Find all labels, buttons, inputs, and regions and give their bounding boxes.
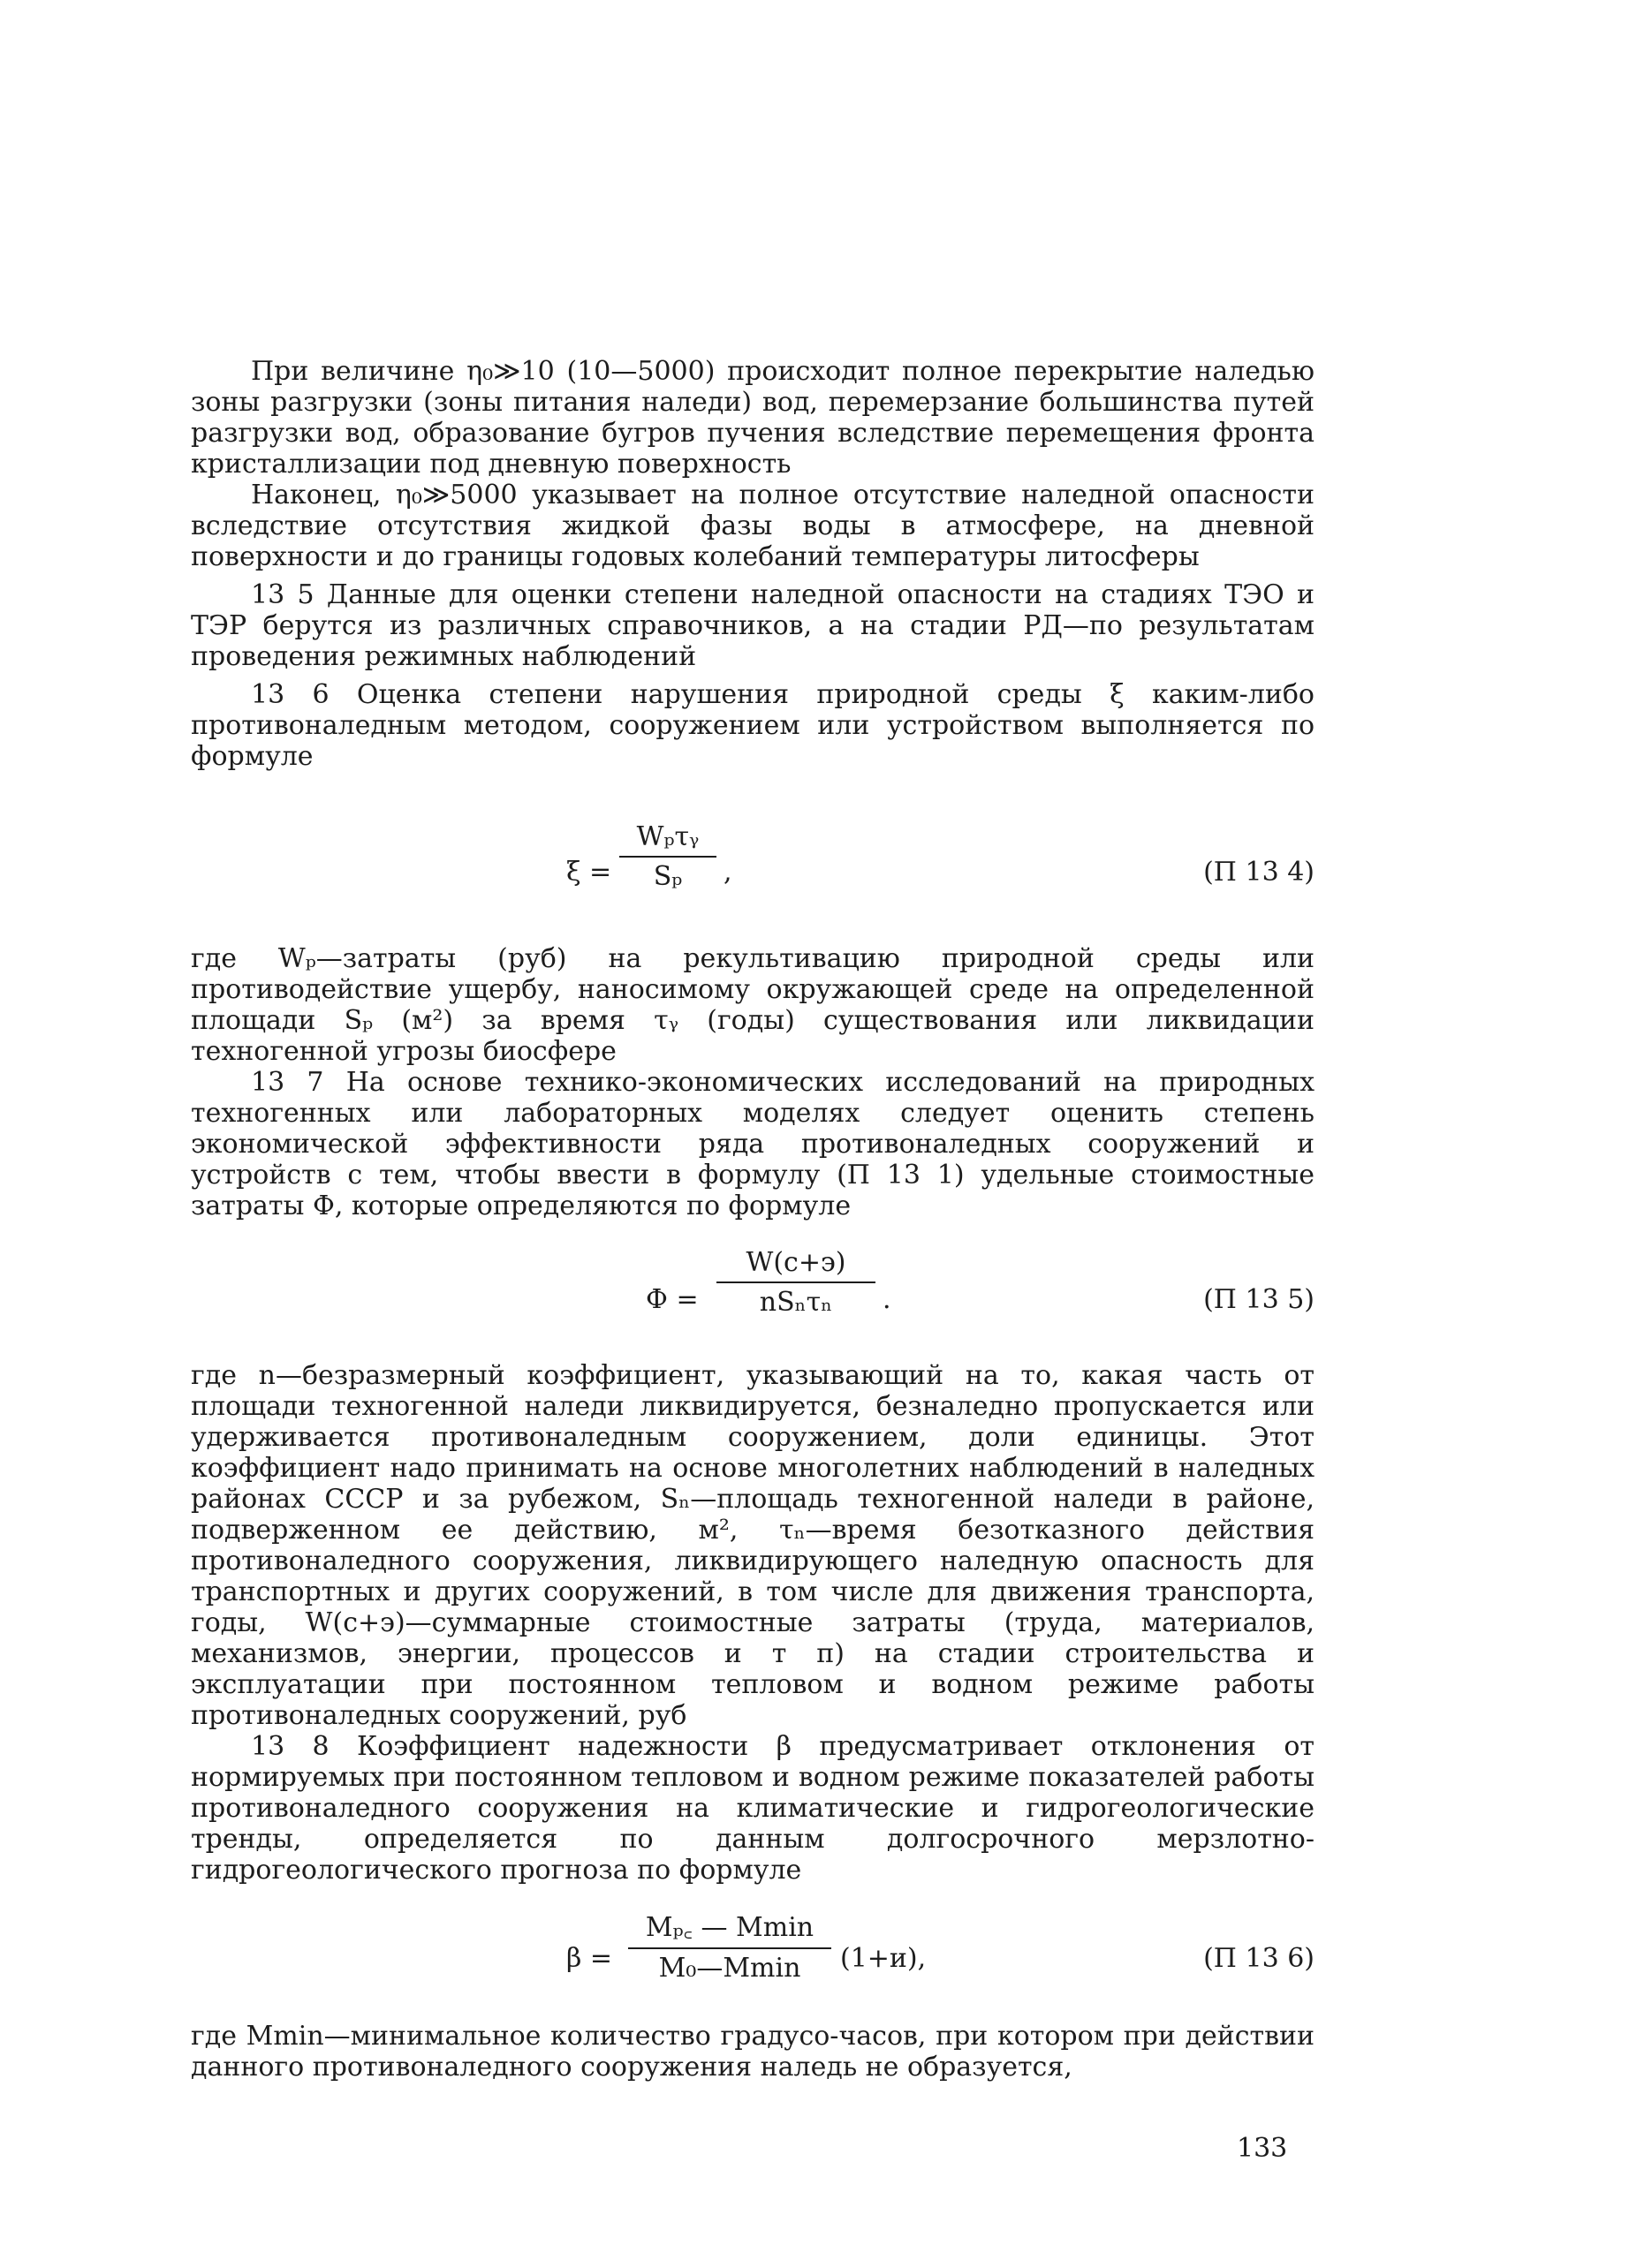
- page-number: 133: [1237, 2133, 1288, 2164]
- formula-label: (П 13 5): [1203, 1284, 1315, 1315]
- text-section-top: [191, 356, 1315, 772]
- text-section-bottom: [191, 2021, 1315, 2083]
- formula-label: (П 13 6): [1203, 1943, 1315, 1974]
- formula-fraction: [628, 1908, 831, 1984]
- formula-lhs: ξ =: [566, 857, 612, 888]
- formula-denominator: nSₙτₙ: [759, 1287, 833, 1318]
- formula-tail: ,: [724, 857, 732, 888]
- formula-label: (П 13 4): [1203, 857, 1315, 888]
- formula-fraction: [716, 1247, 875, 1318]
- fraction-bar: [619, 856, 716, 858]
- formula-denominator: Sₚ: [653, 861, 683, 892]
- fraction-bar: [716, 1281, 875, 1283]
- paragraph-13-8: 13 8 Коэффициент надежности β предусматривает отклонения от нормируемых при постоянном тепловом и водном режиме показателей работы противоналедного сооружения на климатические и гидрогеологические тренды, определяется по данным долгосрочного мерзлотно-гидрогеологического прогноза по формуле: [191, 1731, 1315, 1886]
- text-section-mid: [191, 943, 1315, 1221]
- paragraph-n-definition: где n—безразмерный коэффициент, указывающий на то, какая часть от площади техногенной наледи ликвидируется, безналедно пропускается или удерживается противоналедным сооружением, доли единицы. Этот коэффициент надо принимать на основе многолетних наблюдений в наледных районах СССР и за рубежом, Sₙ—площадь техногенной наледи в районе, подверженном ее действию, м², τₙ—время безотказного действия противоналедного сооружения, ликвидирующего наледную опасность для транспортных и других сооружений, в том числе для движения транспорта, годы, W(с+э)—суммарные стоимостные затраты (труда, материалов, механизмов, энергии, процессов и т п) на стадии строительства и эксплуатации при постоянном тепловом и водном режиме работы противоналедных сооружений, руб: [191, 1360, 1315, 1731]
- text-section-low: [191, 1360, 1315, 1886]
- paragraph-13-6: 13 6 Оценка степени нарушения природной среды ξ каким-либо противоналедным методом, сооружением или устройством выполняется по формуле: [191, 679, 1315, 772]
- paragraph-13-5: 13 5 Данные для оценки степени наледной опасности на стадиях ТЭО и ТЭР берутся из различных справочников, а на стадии РД—по результатам проведения режимных наблюдений: [191, 579, 1315, 672]
- formula-numerator: Wₚτᵧ: [636, 821, 700, 852]
- formula-tail: .: [883, 1284, 891, 1315]
- paragraph-wp-definition: где Wₚ—затраты (руб) на рекультивацию природной среды или противодействие ущербу, наносимому окружающей среде на определенной площади Sₚ (м²) за время τᵧ (годы) существования или ликвидации техногенной угрозы биосфере: [191, 943, 1315, 1067]
- formula-p-13-6: [191, 1908, 1315, 2014]
- formula-tail: (1+и),: [840, 1943, 927, 1974]
- fraction-bar: [628, 1947, 831, 1949]
- formula-p-13-5: [191, 1247, 1315, 1353]
- formula-p-13-4: [191, 821, 1315, 927]
- paragraph-eta-10: При величине η₀≫10 (10—5000) происходит полное перекрытие наледью зоны разгрузки (зоны питания наледи) вод, перемерзание большинства путей разгрузки вод, образование бугров пучения вследствие перемещения фронта кристаллизации под дневную поверхность: [191, 356, 1315, 480]
- formula-lhs: β =: [566, 1943, 613, 1974]
- paragraph-mmin-definition: где Mmin—минимальное количество градусо-часов, при котором при действии данного противоналедного сооружения наледь не образуется,: [191, 2021, 1315, 2083]
- formula-lhs: Ф =: [646, 1284, 699, 1315]
- paragraph-13-7: 13 7 На основе технико-экономических исследований на природных техногенных или лабораторных моделях следует оценить степень экономической эффективности ряда противоналедных сооружений и устройств с тем, чтобы ввести в формулу (П 13 1) удельные стоимостные затраты Ф, которые определяются по формуле: [191, 1067, 1315, 1221]
- paragraph-eta-5000: Наконец, η₀≫5000 указывает на полное отсутствие наледной опасности вследствие отсутствия жидкой фазы воды в атмосфере, на дневной поверхности и до границы годовых колебаний температуры литосферы: [191, 480, 1315, 572]
- formula-fraction: [619, 821, 716, 892]
- formula-denominator: M₀—Mmin: [658, 1953, 801, 1984]
- formula-numerator: Mₚ꜀ — Mmin: [645, 1912, 814, 1943]
- formula-numerator: W(с+э): [746, 1247, 846, 1278]
